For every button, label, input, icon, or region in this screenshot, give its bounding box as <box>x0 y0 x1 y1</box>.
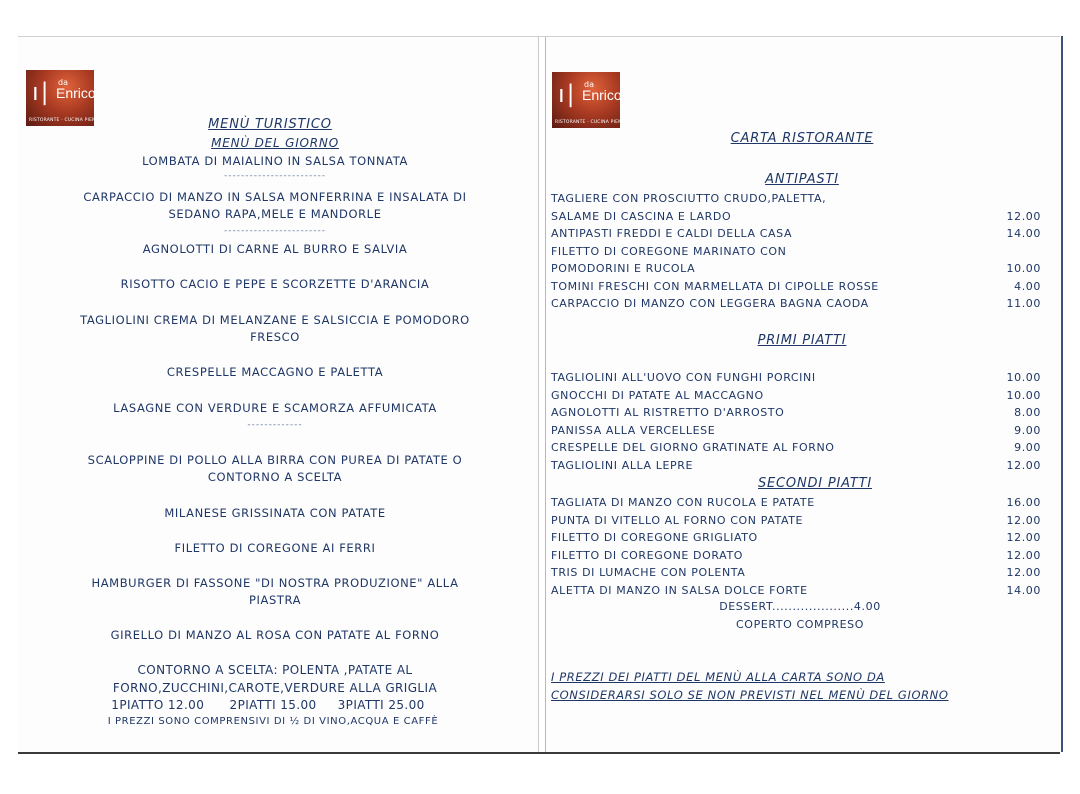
restaurant-logo <box>26 70 116 126</box>
menu-row-price: 12.00 <box>1006 458 1041 472</box>
primi-heading: PRIMI PIATTI <box>757 333 847 348</box>
menu-line-tagliolini-cont: FRESCO <box>250 330 300 344</box>
menu-row-item: FILETTO DI COREGONE MARINATO CON <box>551 244 787 258</box>
contorno-line-2: FORNO,ZUCCHINI,CAROTE,VERDURE ALLA GRIGLIA <box>112 681 438 695</box>
menu-line-lombata: LOMBATA DI MAIALINO IN SALSA TONNATA <box>142 154 408 168</box>
menu-row-price: 16.00 <box>1006 496 1041 509</box>
menu-row-price: 11.00 <box>1006 297 1041 310</box>
menu-row-price: 12.00 <box>1006 513 1041 527</box>
menu-line-scaloppine: SCALOPPINE DI POLLO ALLA BIRRA CON PUREA DI PATATE O <box>87 453 463 467</box>
menu-row-item: AGNOLOTTI AL RISTRETTO D'ARROSTO <box>551 406 785 419</box>
bottom-divider <box>18 752 1060 754</box>
carta-ristorante-title: CARTA RISTORANTE <box>730 131 874 146</box>
menu-line-hamburger: HAMBURGER DI FASSONE "DI NOSTRA PRODUZIONE" ALLA <box>91 576 459 590</box>
dessert-line: DESSERT....................4.00 <box>719 600 881 613</box>
menu-row-item: ANTIPASTI FREDDI E CALDI DELLA CASA <box>551 227 793 240</box>
secondi-heading: SECONDI PIATTI <box>757 476 873 491</box>
cutlery-icon: ı∣ <box>32 78 51 106</box>
separator: ------------------------ <box>224 226 326 236</box>
carta-note-line-1: I PREZZI DEI PIATTI DEL MENÙ ALLA CARTA SONO DA <box>551 670 885 684</box>
antipasti-heading: ANTIPASTI <box>765 172 839 187</box>
logo-da: da <box>58 78 68 87</box>
menu-line-crespelle: CRESPELLE MACCAGNO E PALETTA <box>166 365 384 379</box>
top-divider <box>18 36 1060 37</box>
logo-name: Enrico <box>582 87 622 103</box>
menu-row-item: PANISSA ALLA VERCELLESE <box>551 423 716 437</box>
menu-row-item: ALETTA DI MANZO IN SALSA DOLCE FORTE <box>551 583 808 597</box>
menu-row-price: 9.00 <box>1014 423 1041 437</box>
menu-row-item: FILETTO DI COREGONE GRIGLIATO <box>551 531 758 544</box>
menu-line-carpaccio: CARPACCIO DI MANZO IN SALSA MONFERRINA E INSALATA DI <box>83 190 467 204</box>
menu-row-price: 8.00 <box>1014 406 1041 419</box>
menu-line-girello: GIRELLO DI MANZO AL ROSA CON PATATE AL FORNO <box>110 628 440 642</box>
menu-row-price: 4.00 <box>1014 279 1041 293</box>
coperto-line: COPERTO COMPRESO <box>736 618 864 631</box>
menu-row-price: 12.00 <box>1006 548 1041 562</box>
menu-row-price: 10.00 <box>1006 388 1041 402</box>
menu-line-agnolotti: AGNOLOTTI DI CARNE AL BURRO E SALVIA <box>142 242 408 256</box>
menu-row-item: TOMINI FRESCHI CON MARMELLATA DI CIPOLLE ROSSE <box>551 279 879 293</box>
menu-line-carpaccio-cont: SEDANO RAPA,MELE E MANDORLE <box>168 207 382 221</box>
menu-row-price: 12.00 <box>1006 566 1041 579</box>
menu-row-item: POMODORINI E RUCOLA <box>551 262 696 275</box>
menu-line-hamburger-cont: PIASTRA <box>248 593 302 607</box>
separator: ------------------------ <box>224 171 326 181</box>
menu-row-item: TRIS DI LUMACHE CON POLENTA <box>551 566 746 579</box>
carta-note-line-2: CONSIDERARSI SOLO SE NON PREVISTI NEL MENÙ DEL GIORNO <box>551 688 949 702</box>
menu-row-item: SALAME DI CASCINA E LARDO <box>551 209 732 223</box>
menu-row-item: CARPACCIO DI MANZO CON LEGGERA BAGNA CAODA <box>551 297 869 310</box>
menu-row-item: FILETTO DI COREGONE DORATO <box>551 548 744 562</box>
separator: ------------- <box>247 420 303 430</box>
menu-row-item: TAGLIATA DI MANZO CON RUCOLA E PATATE <box>551 496 815 509</box>
menu-line-tagliolini: TAGLIOLINI CREMA DI MELANZANE E SALSICCIA E POMODORO <box>80 313 470 327</box>
menu-line-risotto: RISOTTO CACIO E PEPE E SCORZETTE D'ARANCIA <box>120 277 430 291</box>
prices-included-note: I PREZZI SONO COMPRENSIVI DI ½ DI VINO,ACQUA E CAFFÈ <box>107 716 439 727</box>
menu-row-item: TAGLIOLINI ALL'UOVO CON FUNGHI PORCINI <box>551 371 816 384</box>
menu-row-item: PUNTA DI VITELLO AL FORNO CON PATATE <box>551 513 804 527</box>
logo-name: Enrico <box>56 85 96 101</box>
logo-subtitle: RISTORANTE · CUCINA PIEMONTESE <box>555 120 642 125</box>
menu-row-price: 10.00 <box>1006 371 1041 384</box>
menu-row-item: TAGLIERE CON PROSCIUTTO CRUDO,PALETTA, <box>551 192 827 205</box>
menu-row-price: 12.00 <box>1006 209 1041 223</box>
menu-row-price: 12.00 <box>1006 531 1041 544</box>
menu-row-item: GNOCCHI DI PATATE AL MACCAGNO <box>551 388 764 402</box>
menu-row-price: 14.00 <box>1006 227 1041 240</box>
menu-prices: 1PIATTO 12.00 2PIATTI 15.00 3PIATTI 25.00 <box>111 698 425 712</box>
menu-line-milanese: MILANESE GRISSINATA CON PATATE <box>164 506 386 520</box>
logo-subtitle: RISTORANTE · CUCINA PIEMONTESE <box>29 118 116 123</box>
contorno-line-1: CONTORNO A SCELTA: POLENTA ,PATATE AL <box>137 663 413 677</box>
menu-row-price: 10.00 <box>1006 262 1041 275</box>
cutlery-icon: ı∣ <box>558 80 577 108</box>
menu-line-filetto: FILETTO DI COREGONE AI FERRI <box>174 541 376 555</box>
logo-da: da <box>584 80 594 89</box>
menu-turistico-title: MENÙ TURISTICO <box>208 117 332 132</box>
restaurant-logo-right <box>552 72 642 128</box>
menu-row-price: 9.00 <box>1014 441 1041 454</box>
menu-line-lasagne: LASAGNE CON VERDURE E SCAMORZA AFFUMICATA <box>113 401 437 415</box>
menu-row-item: TAGLIOLINI ALLA LEPRE <box>551 458 694 472</box>
menu-row-item: CRESPELLE DEL GIORNO GRATINATE AL FORNO <box>551 441 835 454</box>
menu-row-price: 14.00 <box>1006 583 1041 597</box>
menu-line-scaloppine-cont: CONTORNO A SCELTA <box>207 470 343 484</box>
menu-del-giorno-subtitle: MENÙ DEL GIORNO <box>211 136 339 150</box>
